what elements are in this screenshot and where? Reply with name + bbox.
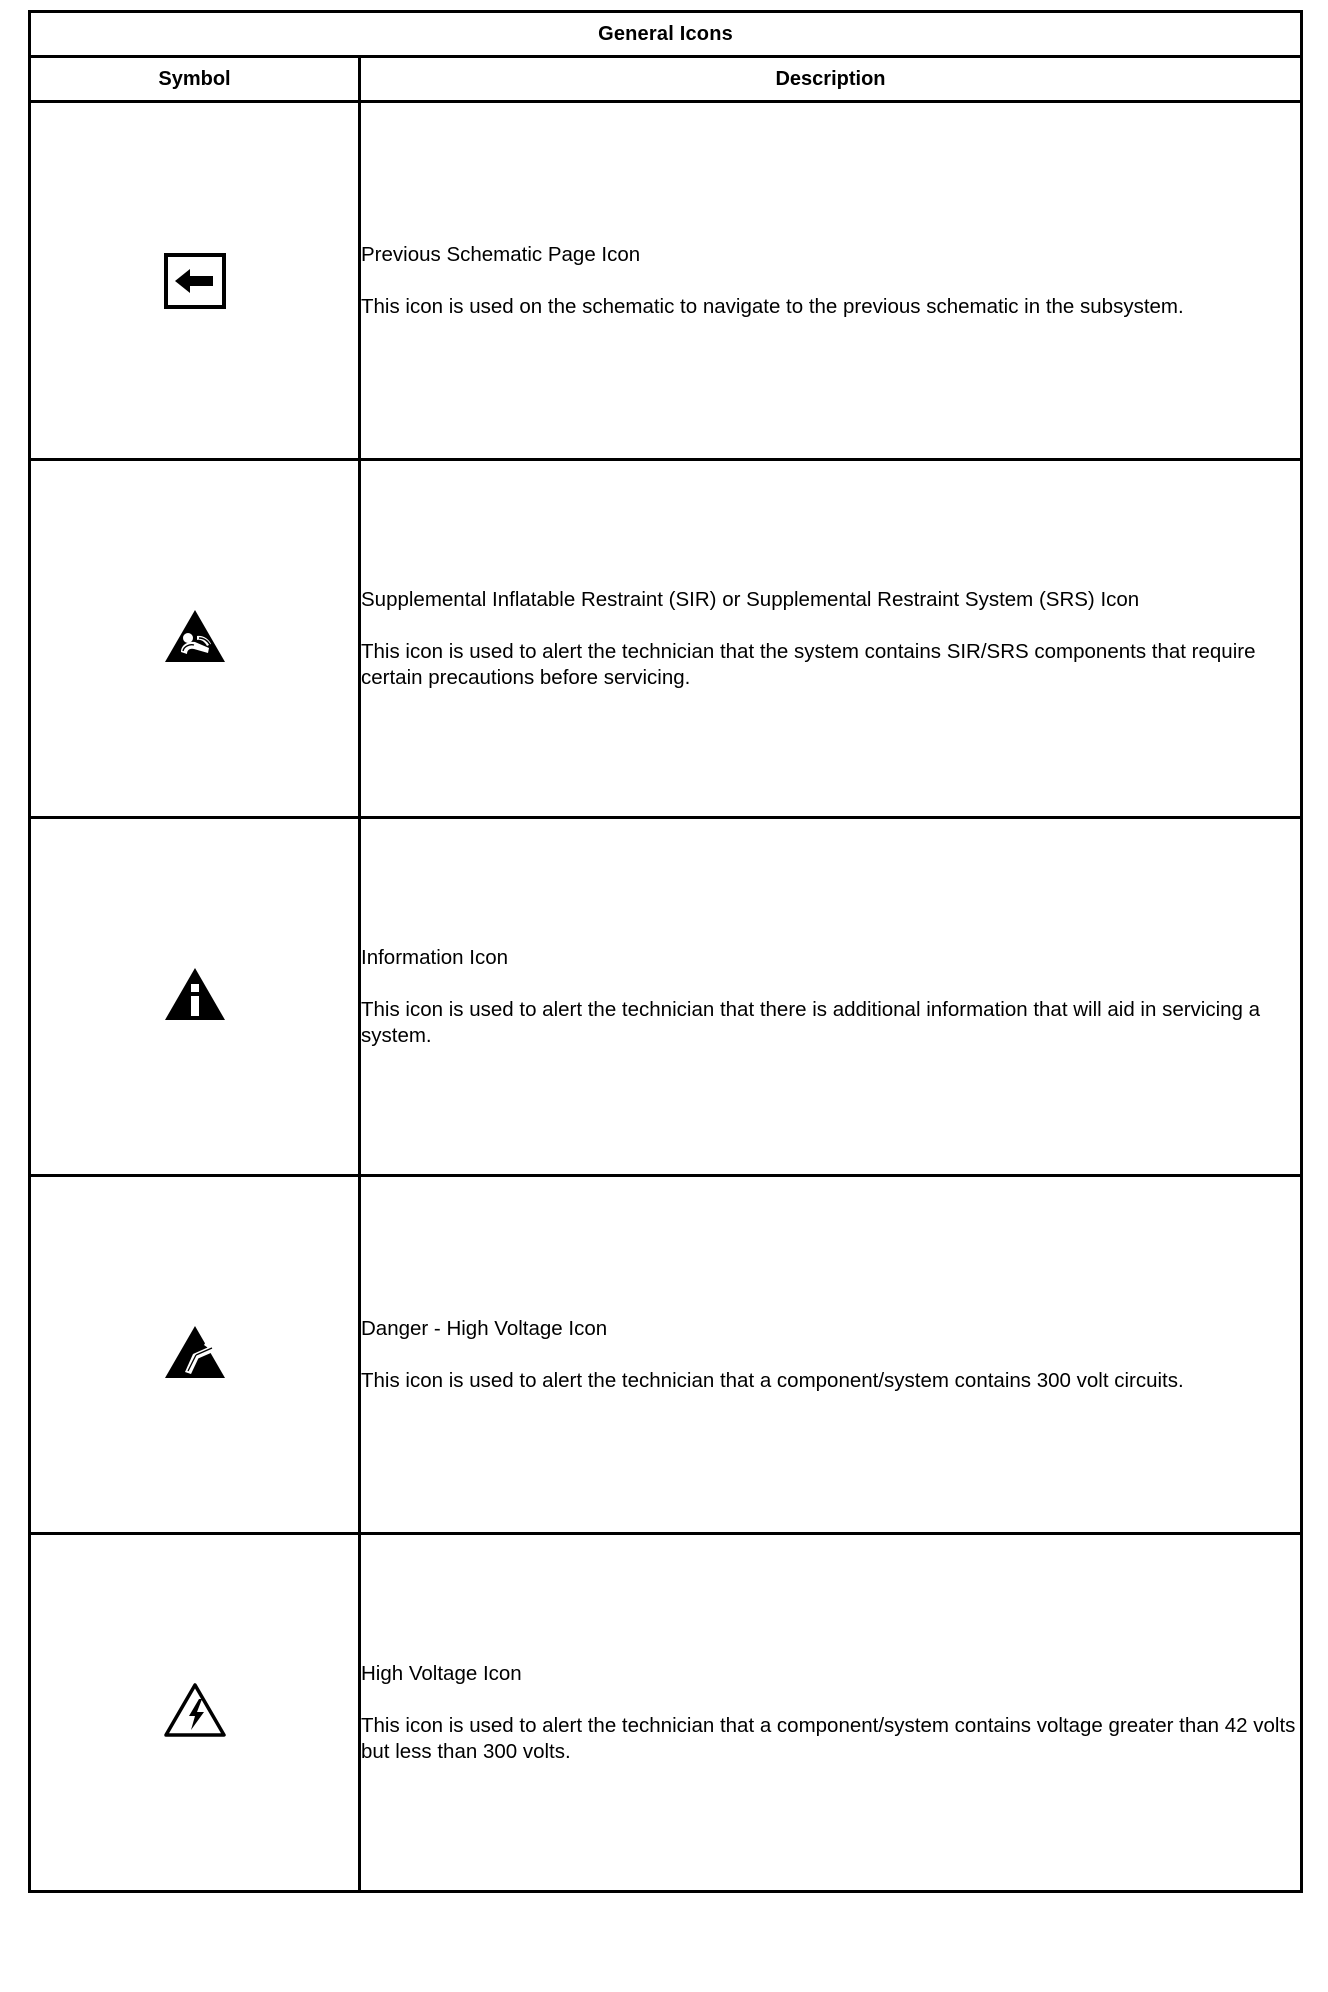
sir-srs-icon: [163, 608, 227, 664]
table-title-row: [30, 12, 1302, 57]
icon-title: Danger - High Voltage Icon: [361, 1316, 608, 1340]
description-cell: [360, 818, 1302, 1176]
information-icon: [163, 966, 227, 1022]
description-cell: [360, 102, 1302, 460]
description-cell: [360, 1534, 1302, 1892]
table-row: [30, 1176, 1302, 1534]
table-row: [30, 1534, 1302, 1892]
icon-title: Information Icon: [361, 945, 508, 969]
icon-title: Supplemental Inflatable Restraint (SIR) or Supplemental Restraint System (SRS) Icon: [361, 587, 1140, 611]
previous-schematic-page-icon: [164, 253, 226, 309]
column-header-symbol: Symbol: [30, 57, 360, 102]
left-arrow-icon: [175, 266, 215, 296]
triangle-info-shape: [163, 966, 227, 1022]
triangle-outline-bolt-shape: [163, 1682, 227, 1738]
table-header-row: [30, 57, 1302, 102]
symbol-cell: [30, 818, 360, 1176]
table-row: [30, 102, 1302, 460]
description-cell: [360, 1176, 1302, 1534]
symbol-cell: [30, 1534, 360, 1892]
high-voltage-icon: [163, 1682, 227, 1738]
general-icons-table: [28, 10, 1303, 1893]
icon-description: This icon is used to alert the technician that a component/system contains voltage greater than 42 volts but less than 300 volts.: [361, 1713, 1296, 1763]
description-cell: [360, 460, 1302, 818]
icon-title: Previous Schematic Page Icon: [361, 242, 641, 266]
icon-title: High Voltage Icon: [361, 1661, 522, 1685]
column-header-description: Description: [360, 57, 1302, 102]
icon-description: This icon is used on the schematic to navigate to the previous schematic in the subsystem.: [361, 294, 1184, 318]
icon-description: This icon is used to alert the technician that a component/system contains 300 volt circuits.: [361, 1368, 1184, 1392]
symbol-cell: [30, 102, 360, 460]
symbol-cell: [30, 460, 360, 818]
left-arrow-box: [164, 253, 226, 309]
triangle-warning-shape: [163, 608, 227, 664]
table-title: General Icons: [30, 12, 1302, 57]
danger-high-voltage-icon: [163, 1324, 227, 1380]
triangle-danger-shape: [163, 1324, 227, 1380]
icon-description: This icon is used to alert the technician that the system contains SIR/SRS components that require certain precautions before servicing.: [361, 639, 1256, 689]
icon-description: This icon is used to alert the technician that there is additional information that will aid in servicing a system.: [361, 997, 1261, 1047]
symbol-cell: [30, 1176, 360, 1534]
table-row: [30, 460, 1302, 818]
table-row: [30, 818, 1302, 1176]
